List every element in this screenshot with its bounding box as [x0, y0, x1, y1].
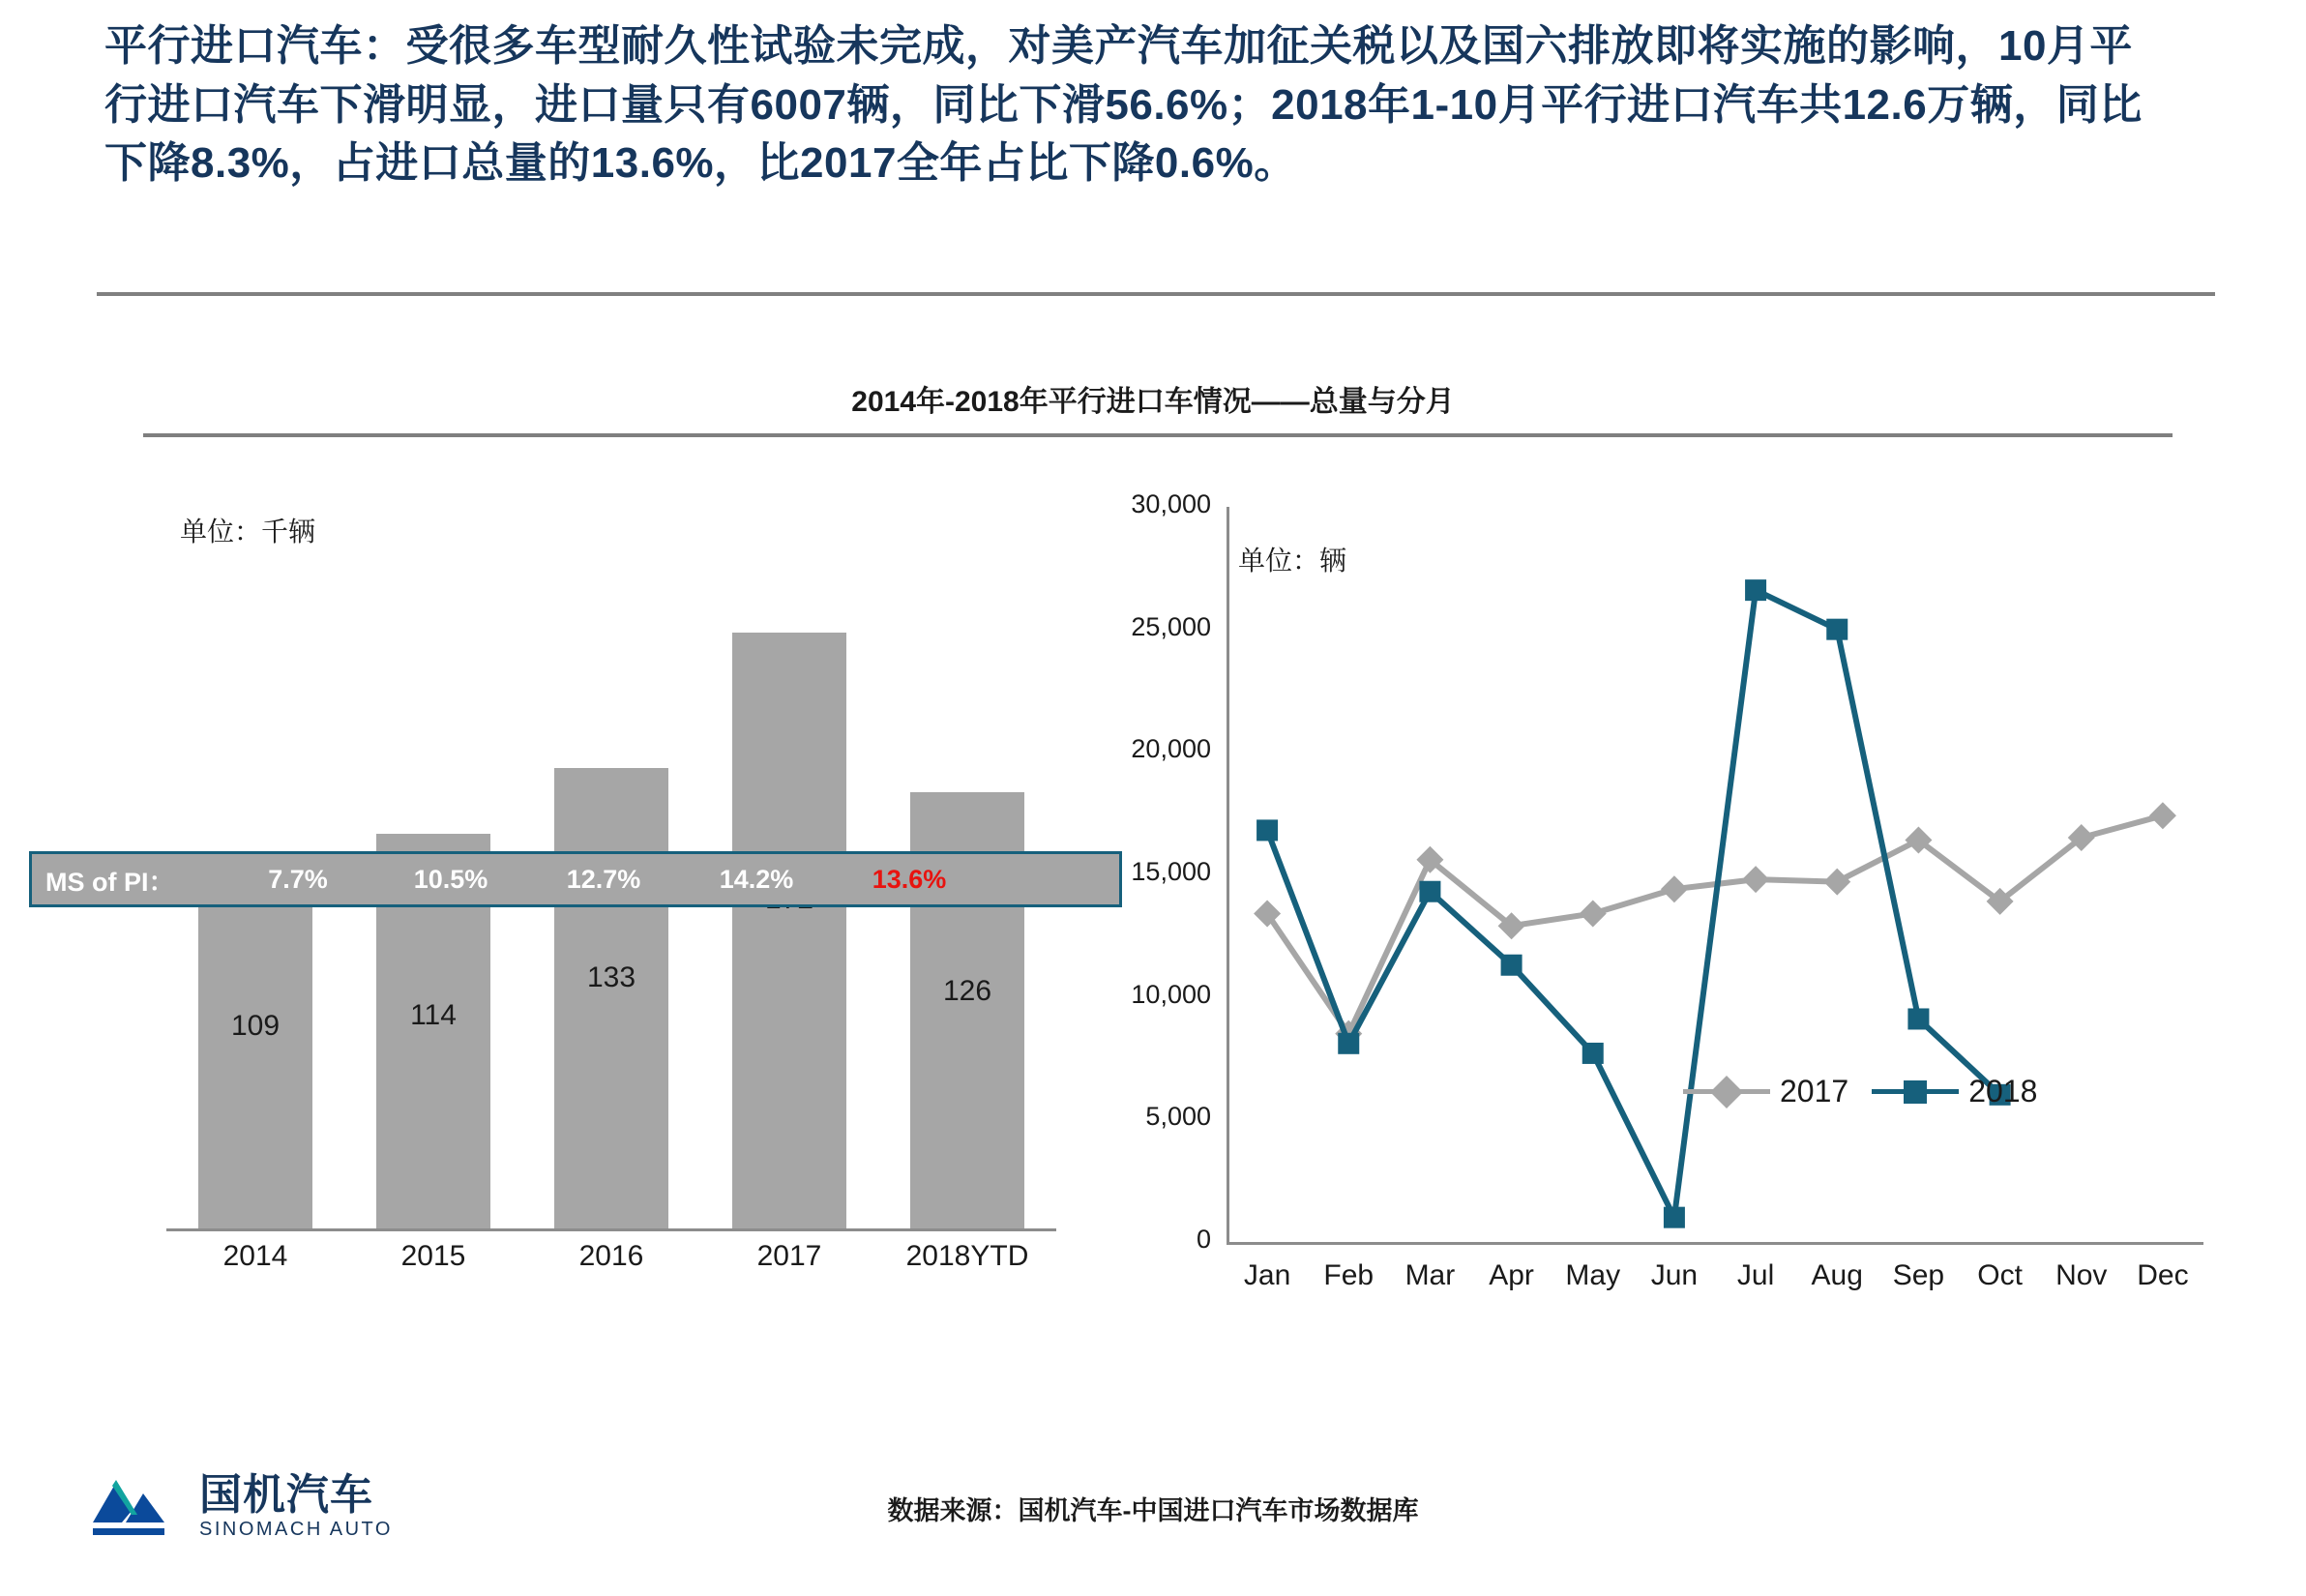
legend-entry-2017 — [1683, 1074, 1848, 1109]
line-chart-x-tick-label: May — [1565, 1259, 1621, 1291]
line-chart-y-tick-label: 0 — [1196, 1225, 1211, 1254]
bar-value-label: 133 — [586, 961, 636, 993]
ms-of-pi-label: MS of PI： — [45, 867, 175, 897]
page-title: 平行进口汽车：受很多车型耐久性试验未完成，对美产汽车加征关税以及国六排放即将实施的影响，10月平行进口汽车下滑明显，进口量只有6007辆，同比下滑56.6%；2018年1-10月平行进口汽车共12.6万辆，同比下降8.3%，占进口总量的13.6%，比2017全年占比下降0.6%。 — [104, 22, 2143, 188]
line-marker-2018 — [1256, 819, 1278, 841]
bar-column — [554, 768, 668, 1228]
line-marker-2018 — [1664, 1207, 1685, 1228]
line-chart-x-tick-label: Mar — [1404, 1259, 1456, 1291]
legend-label-2018: 2018 — [1968, 1074, 2038, 1108]
legend-swatch-2017 — [1683, 1089, 1770, 1094]
bar-value-label: 109 — [230, 1009, 281, 1042]
line-marker-2018 — [1582, 1043, 1604, 1064]
line-marker-2018 — [1501, 955, 1523, 976]
line-chart-x-tick-label: Sep — [1892, 1259, 1945, 1291]
line-chart-legend — [1683, 1074, 2037, 1109]
legend-swatch-2018 — [1872, 1089, 1959, 1094]
line-chart-y-tick-label: 30,000 — [1131, 489, 1211, 518]
line-marker-2017 — [1742, 866, 1769, 893]
bar-category-label: 2018YTD — [905, 1240, 1029, 1272]
bar — [198, 851, 312, 1228]
line-chart-y-tick-label: 25,000 — [1131, 611, 1211, 641]
line-chart-x-axis — [1227, 1242, 2203, 1245]
legend-label-2017: 2017 — [1780, 1074, 1849, 1108]
bar — [732, 633, 846, 1228]
bar-column — [732, 633, 846, 1228]
line-marker-2018 — [1826, 619, 1848, 640]
line-chart-x-tick-label: Dec — [2137, 1259, 2189, 1291]
bar-category-label: 2014 — [222, 1240, 288, 1272]
line-chart-y-tick-label: 15,000 — [1131, 857, 1211, 886]
ms-of-pi-value: 10.5% — [413, 864, 488, 894]
header-divider — [97, 292, 2215, 296]
bar-value-label: 114 — [410, 999, 457, 1032]
line-chart-x-tick-label: Apr — [1489, 1259, 1534, 1291]
chart-title-divider — [143, 433, 2173, 437]
logo-text-en: SINOMACH AUTO — [199, 1518, 393, 1540]
line-chart-x-tick-label: Feb — [1323, 1259, 1375, 1291]
legend-entry-2018 — [1872, 1074, 2037, 1109]
bar-category-label: 2016 — [578, 1240, 644, 1272]
line-chart-x-tick-label: Aug — [1811, 1259, 1863, 1291]
line-chart-y-tick-label: 20,000 — [1131, 734, 1211, 764]
ms-of-pi-strip — [29, 851, 1122, 907]
bar-chart-unit-label: 单位：千辆 — [180, 517, 316, 547]
line-chart-x-tick-label: Oct — [1977, 1259, 2023, 1291]
source-note: 数据来源：国机汽车-中国进口汽车市场数据库 — [887, 1496, 1419, 1525]
line-marker-2018 — [1745, 579, 1766, 601]
line-chart-plot-area — [1227, 507, 2203, 1242]
line-marker-2017 — [1580, 901, 1607, 928]
line-chart-y-tick-label: 10,000 — [1131, 979, 1211, 1009]
legend-square-icon — [1904, 1080, 1927, 1104]
line-chart — [1093, 455, 2215, 1374]
ms-of-pi-value: 14.2% — [719, 864, 794, 894]
legend-diamond-icon — [1710, 1076, 1743, 1108]
line-chart-unit-label: 单位：辆 — [1238, 546, 1347, 576]
line-chart-x-tick-label: Jul — [1736, 1259, 1775, 1291]
bar-chart — [143, 455, 1072, 1374]
chart-title: 2014年-2018年平行进口车情况——总量与分月 — [851, 386, 1455, 418]
bar-chart-x-axis — [166, 1228, 1056, 1231]
bar-category-label: 2017 — [756, 1240, 822, 1272]
bar-column — [198, 851, 312, 1228]
ms-of-pi-value: 12.7% — [566, 864, 641, 894]
line-chart-x-tick-label: Nov — [2055, 1259, 2108, 1291]
ms-of-pi-value: 7.7% — [268, 864, 328, 894]
line-chart-x-tick-label: Jun — [1650, 1259, 1699, 1291]
line-chart-x-tick-label: Jan — [1243, 1259, 1291, 1291]
bar-value-label: 126 — [942, 975, 992, 1008]
bar-category-label: 2015 — [400, 1240, 466, 1272]
bar — [554, 768, 668, 1228]
line-chart-y-tick-label: 5,000 — [1145, 1102, 1211, 1132]
logo-text-cn: 国机汽车 — [199, 1471, 373, 1520]
line-marker-2017 — [2149, 802, 2176, 829]
ms-of-pi-value-highlight: 13.6% — [872, 864, 947, 894]
line-marker-2018 — [1419, 881, 1440, 902]
line-marker-2017 — [1823, 869, 1850, 896]
line-marker-2018 — [1907, 1008, 1929, 1029]
line-marker-2017 — [1661, 875, 1688, 902]
line-chart-svg — [1227, 507, 2203, 1242]
line-marker-2018 — [1338, 1033, 1359, 1054]
